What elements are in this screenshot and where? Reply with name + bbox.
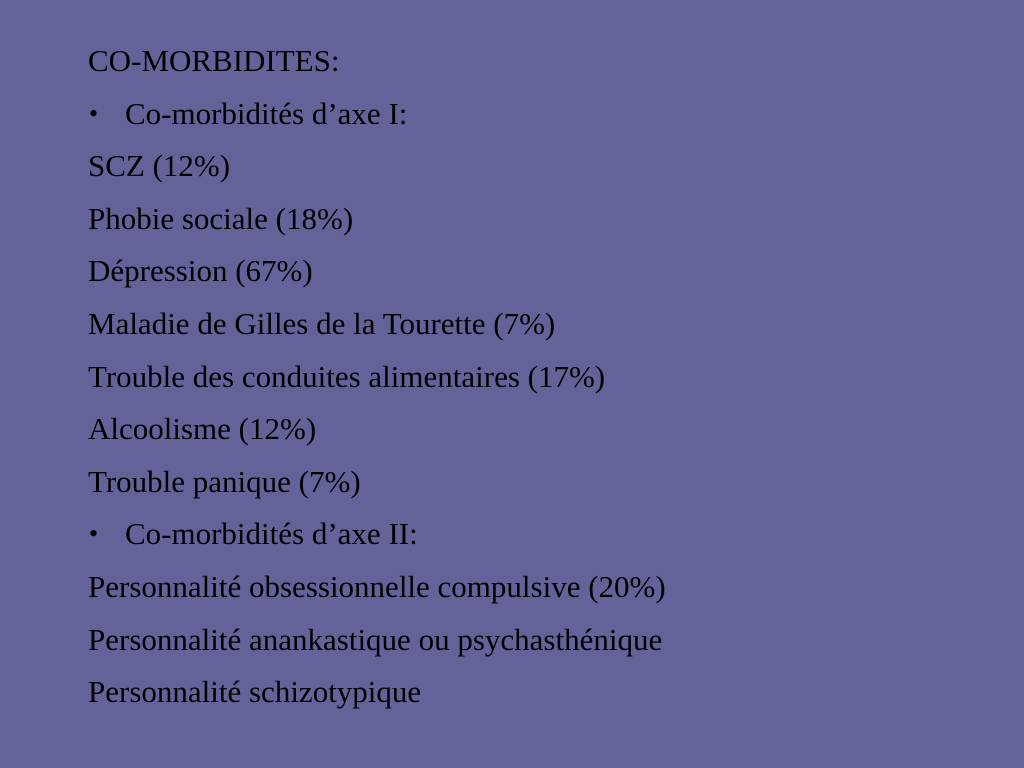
axis1-item-gilles-de-la-tourette: Maladie de Gilles de la Tourette (7%) (88, 305, 556, 341)
bullet-icon: • (89, 98, 99, 128)
axis1-item-trouble-panique: Trouble panique (7%) (88, 463, 361, 499)
axis1-item-scz: SCZ (12%) (88, 148, 231, 184)
slide-heading: CO-MORBIDITES: (88, 43, 340, 78)
axis1-label: Co-morbidités d’axe I: (125, 95, 408, 131)
axis2-bullet-item (88, 512, 988, 565)
bullet-icon: • (89, 519, 99, 549)
axis2-item-obsessionnelle-compulsive: Personnalité obsessionnelle compulsive (20%) (88, 568, 666, 604)
axis1-item-phobie-sociale: Phobie sociale (18%) (88, 200, 354, 236)
slide-content (88, 39, 988, 723)
axis1-item-conduites-alimentaires: Trouble des conduites alimentaires (17%) (88, 358, 606, 394)
axis2-label: Co-morbidités d’axe II: (125, 516, 418, 552)
axis1-item-depression: Dépression (67%) (88, 253, 313, 289)
axis1-bullet-item (88, 92, 988, 145)
axis2-item-schizotypique: Personnalité schizotypique (88, 674, 422, 710)
axis1-item-alcoolisme: Alcoolisme (12%) (88, 411, 317, 447)
axis2-item-anankastique: Personnalité anankastique ou psychasthénique (88, 621, 663, 657)
